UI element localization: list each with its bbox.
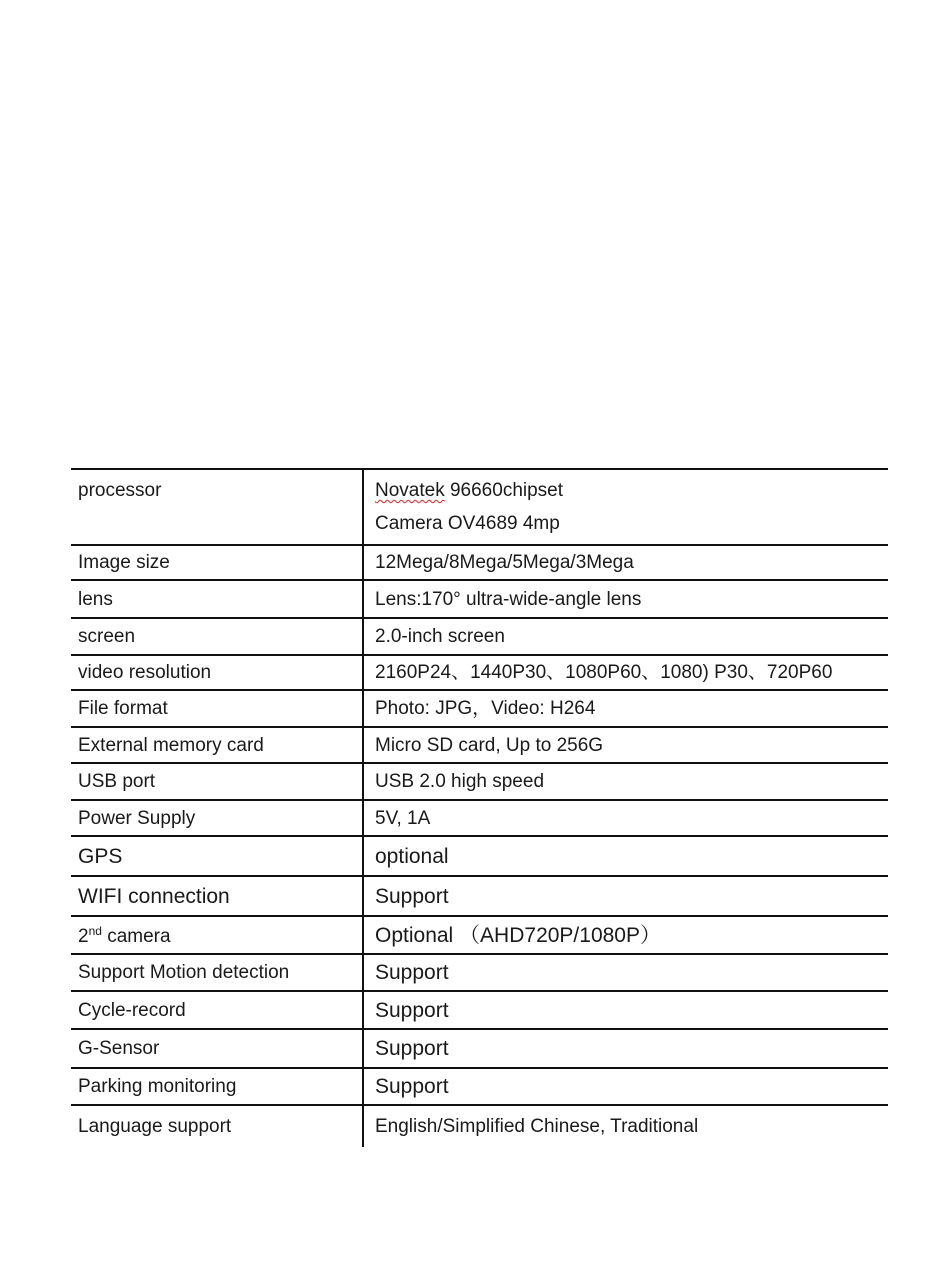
spec-value: Lens:170° ultra-wide-angle lens — [363, 580, 888, 618]
spec-value: Support — [363, 991, 888, 1029]
spec-label: GPS — [71, 836, 363, 876]
table-row — [71, 800, 888, 836]
spec-value: Novatek 96660chipset Camera OV4689 4mp — [363, 469, 888, 545]
spec-label: lens — [71, 580, 363, 618]
spec-label: Support Motion detection — [71, 954, 363, 991]
spec-value: Photo: JPG，Video: H264 — [363, 690, 888, 727]
table-row — [71, 1029, 888, 1068]
table-row — [71, 876, 888, 916]
spec-label: G-Sensor — [71, 1029, 363, 1068]
spec-label: Image size — [71, 545, 363, 580]
spec-label: processor — [71, 469, 363, 545]
spec-value: Optional （AHD720P/1080P） — [363, 916, 888, 954]
spec-label: USB port — [71, 763, 363, 800]
spec-value: Micro SD card, Up to 256G — [363, 727, 888, 763]
table-row — [71, 1105, 888, 1147]
spec-value: Support — [363, 1029, 888, 1068]
table-row — [71, 690, 888, 727]
table-row — [71, 836, 888, 876]
spec-label: File format — [71, 690, 363, 727]
table-row — [71, 763, 888, 800]
spec-value: USB 2.0 high speed — [363, 763, 888, 800]
spec-value: 12Mega/8Mega/5Mega/3Mega — [363, 545, 888, 580]
spec-value: optional — [363, 836, 888, 876]
spec-label: Cycle-record — [71, 991, 363, 1029]
table-row — [71, 655, 888, 690]
spec-value: 5V, 1A — [363, 800, 888, 836]
table-row — [71, 954, 888, 991]
table-row — [71, 545, 888, 580]
spec-value: English/Simplified Chinese, Traditional — [363, 1105, 888, 1147]
spec-value: Support — [363, 876, 888, 916]
table-row — [71, 916, 888, 954]
spec-label: 2nd camera — [71, 916, 363, 954]
spec-label: Power Supply — [71, 800, 363, 836]
spec-label: video resolution — [71, 655, 363, 690]
spec-label: External memory card — [71, 727, 363, 763]
spec-label: Parking monitoring — [71, 1068, 363, 1105]
spec-table — [71, 468, 888, 1147]
table-row — [71, 1068, 888, 1105]
table-row — [71, 727, 888, 763]
table-row — [71, 618, 888, 655]
spec-label: screen — [71, 618, 363, 655]
table-row — [71, 991, 888, 1029]
spec-label: Language support — [71, 1105, 363, 1147]
table-row — [71, 469, 888, 545]
table-row — [71, 580, 888, 618]
spec-value: Support — [363, 954, 888, 991]
spec-value: 2.0-inch screen — [363, 618, 888, 655]
spec-label: WIFI connection — [71, 876, 363, 916]
spec-value: Support — [363, 1068, 888, 1105]
spellcheck-word: Novatek — [375, 480, 445, 501]
spec-value: 2160P24、1440P30、1080P60、1080) P30、720P60 — [363, 655, 888, 690]
